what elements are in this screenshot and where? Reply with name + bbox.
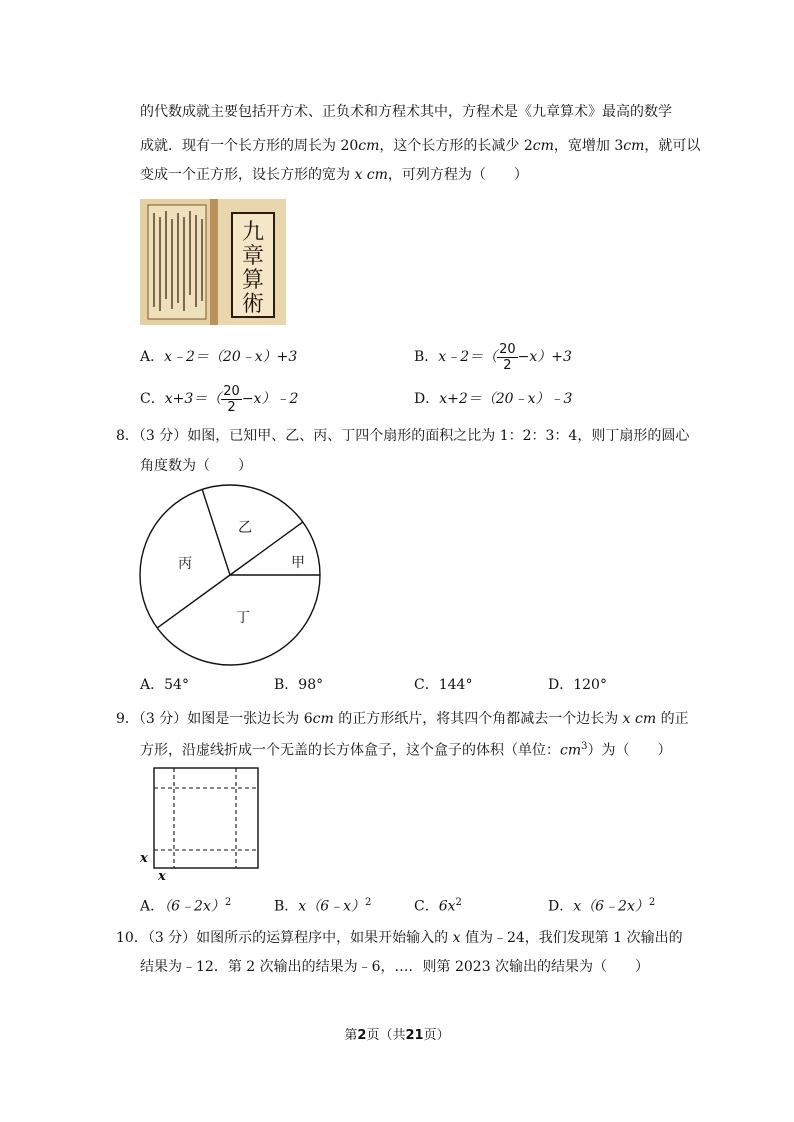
q10-line-1: 10．（3 分）如图所示的运算程序中，如果开始输入的 x 值为﹣24，我们发现第 1 次输出的 xyxy=(116,930,683,946)
paper-box-diagram xyxy=(136,766,262,882)
q9-option-c: C．$6x^2$ xyxy=(414,897,462,915)
q7-option-d: D．x+2＝（20﹣x）﹣3 xyxy=(414,391,573,407)
sector-boundary-yi-bing xyxy=(202,489,230,575)
q7-line-2: 成就．现有一个长方形的周长为 20cm，这个长方形的长减少 2cm，宽增加 3cm，就可以 xyxy=(140,138,701,154)
q8-option-b: B．98° xyxy=(274,677,324,693)
book-title-char-4: 術 xyxy=(241,292,265,317)
q10-line-2: 结果为﹣12．第 2 次输出的结果为﹣6，…．则第 2023 次输出的结果为（ ） xyxy=(140,959,650,975)
q8-line-2: 角度数为（ ） xyxy=(140,458,252,474)
q9-option-b: B．x（6﹣x）$^2$ xyxy=(274,897,372,915)
fold-lines xyxy=(154,768,258,868)
q7-option-a: A．x﹣2＝（20﹣x）+3 xyxy=(140,349,298,365)
book-title-char-3: 算 xyxy=(241,268,265,293)
q7-line-3: 变成一个正方形，设长方形的宽为 x cm，可列方程为（ ） xyxy=(140,167,528,183)
q7-option-c: C．x+3＝（ $\frac{20}{2}$ −x）﹣2 xyxy=(140,383,299,415)
page-footer: 第2页（共21页） xyxy=(344,1028,450,1043)
q7-line-1: 的代数成就主要包括开方术、正负术和方程术其中，方程术是《九章算术》最高的数学 xyxy=(140,104,672,120)
label-x-left: x xyxy=(140,851,148,866)
q9-line-1: 9．（3 分）如图是一张边长为 6cm 的正方形纸片，将其四个角都减去一个边长为 x cm 的正 xyxy=(116,711,689,727)
sector-boundary-bing-ding xyxy=(157,575,230,628)
label-x-bottom: x xyxy=(158,869,166,882)
sector-label-bing: 丙 xyxy=(178,556,192,572)
sector-circle-diagram xyxy=(136,482,324,668)
q7-option-b: B．x﹣2＝（ $\frac{20}{2}$ −x）+3 xyxy=(414,341,572,373)
jiuzhang-suanshu-book-image xyxy=(140,199,286,325)
q9-option-d: D．x（6﹣2x）$^2$ xyxy=(548,897,656,915)
q9-line-2: 方形，沿虚线折成一个无盖的长方体盒子，这个盒子的体积（单位：$cm^3$）为（ ） xyxy=(140,741,672,759)
q8-option-d: D．120° xyxy=(548,677,607,693)
sector-label-ding: 丁 xyxy=(236,610,250,626)
fraction: $\frac{20}{2}$ xyxy=(499,341,516,373)
q8-line-1: 8．（3 分）如图，已知甲、乙、丙、丁四个扇形的面积之比为 1：2：3：4，则丁扇形的圆心 xyxy=(116,428,690,444)
sector-label-yi: 乙 xyxy=(238,520,252,536)
q8-option-c: C．144° xyxy=(414,677,473,693)
sector-label-jia: 甲 xyxy=(291,555,305,571)
fraction: $\frac{20}{2}$ xyxy=(223,383,240,415)
q9-option-a: A．（6﹣2x）$^2$ xyxy=(140,897,232,915)
q8-option-a: A．54° xyxy=(140,677,189,693)
book-title-char-1: 九 xyxy=(241,220,265,245)
book-title-char-2: 章 xyxy=(241,244,265,269)
square-sheet xyxy=(154,768,258,868)
